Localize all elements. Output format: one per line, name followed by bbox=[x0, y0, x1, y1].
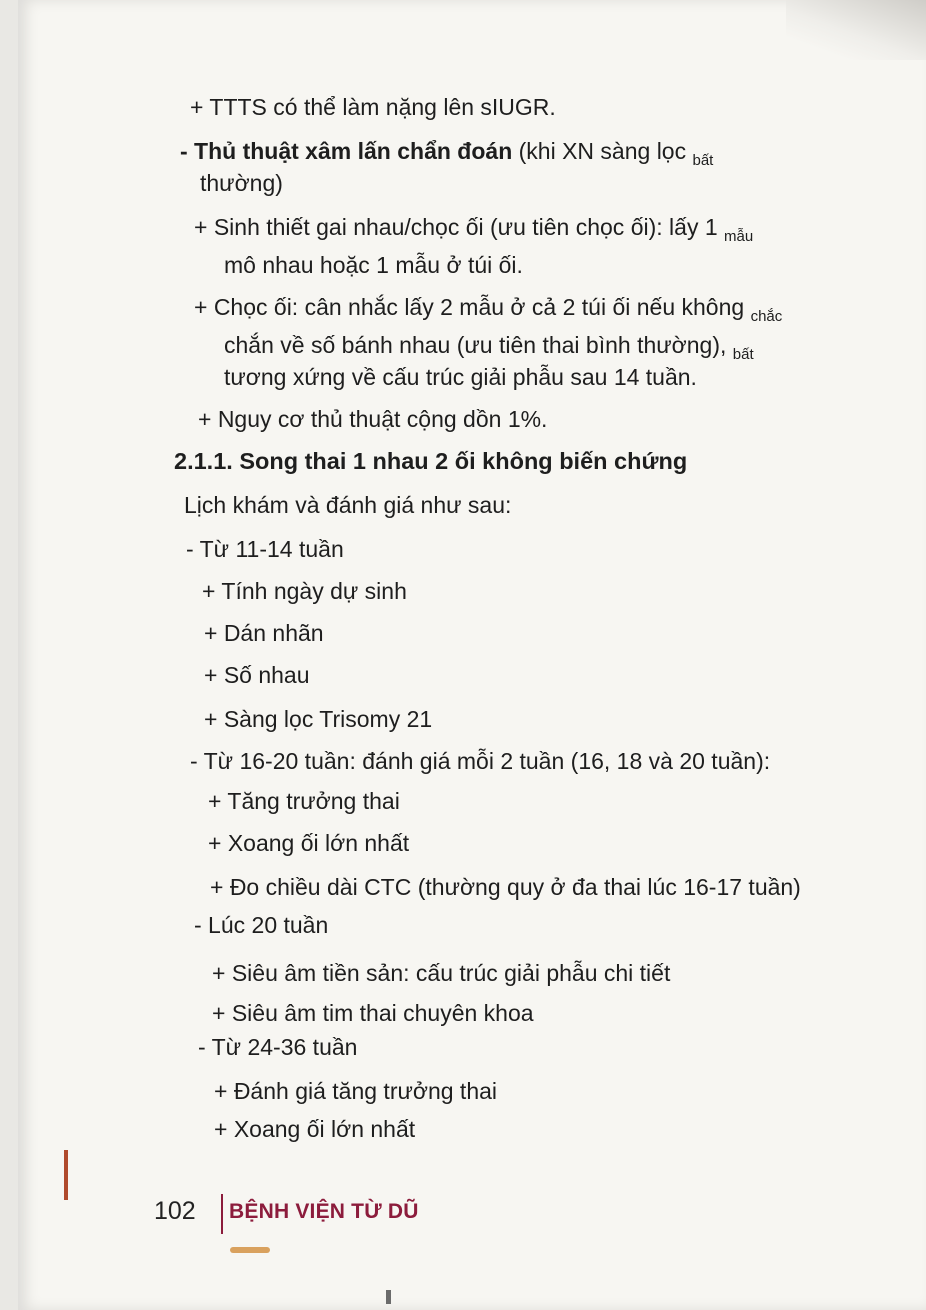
amnio-small-2: bất bbox=[732, 346, 754, 363]
amnio-text-2: chắn về số bánh nhau (ưu tiên thai bình thường), bbox=[224, 332, 733, 358]
line-w24: - Từ 24-36 tuần bbox=[198, 1034, 358, 1060]
footer-title: BỆNH VIỆN TỪ DŨ bbox=[229, 1200, 419, 1223]
footer-divider bbox=[221, 1194, 223, 1234]
line-w20: - Lúc 20 tuần bbox=[194, 912, 329, 938]
line-w24-b: + Xoang ối lớn nhất bbox=[214, 1116, 416, 1142]
page-number: 102 bbox=[154, 1197, 196, 1225]
footer-accent-mark bbox=[230, 1247, 270, 1253]
line-w16-c: + Đo chiều dài CTC (thường quy ở đa thai lúc 16-17 tuần) bbox=[210, 874, 801, 900]
line-w11-d: + Sàng lọc Trisomy 21 bbox=[204, 706, 433, 732]
line-biopsy-2: mô nhau hoặc 1 mẫu ở túi ối. bbox=[224, 252, 523, 278]
line-w16: - Từ 16-20 tuần: đánh giá mỗi 2 tuần (16, 18 và 20 tuần): bbox=[190, 748, 771, 774]
page-curl bbox=[786, 0, 926, 60]
procedure-small: bất bbox=[692, 152, 714, 169]
line-w16-b: + Xoang ối lớn nhất bbox=[208, 830, 410, 856]
biopsy-text: + Sinh thiết gai nhau/chọc ối (ưu tiên chọc ối): lấy 1 bbox=[194, 214, 725, 240]
scan-tick-mark bbox=[386, 1290, 391, 1304]
line-w11: - Từ 11-14 tuần bbox=[186, 536, 344, 562]
line-procedure bbox=[180, 136, 713, 170]
line-w20-b: + Siêu âm tim thai chuyên khoa bbox=[212, 1000, 534, 1026]
amnio-text-1: + Chọc ối: cân nhắc lấy 2 mẫu ở cả 2 túi ối nếu không bbox=[194, 294, 751, 320]
biopsy-small: mẫu bbox=[724, 228, 754, 245]
book-page bbox=[18, 0, 926, 1310]
line-w11-a: + Tính ngày dự sinh bbox=[202, 578, 407, 604]
edge-mark bbox=[64, 1150, 68, 1200]
line-risk: + Nguy cơ thủ thuật cộng dồn 1%. bbox=[198, 406, 548, 432]
procedure-rest: (khi XN sàng lọc bbox=[512, 138, 693, 164]
line-procedure-2: thường) bbox=[200, 170, 283, 196]
procedure-bold: - Thủ thuật xâm lấn chẩn đoán bbox=[180, 138, 513, 164]
line-w16-a: + Tăng trưởng thai bbox=[208, 788, 400, 814]
line-biopsy-1 bbox=[194, 212, 753, 246]
line-amnio-1 bbox=[194, 292, 782, 326]
line-w11-b: + Dán nhãn bbox=[204, 620, 324, 646]
line-ttts: + TTTS có thể làm nặng lên sIUGR. bbox=[190, 94, 556, 120]
section-heading: 2.1.1. Song thai 1 nhau 2 ối không biến chứng bbox=[174, 448, 688, 474]
line-w20-a: + Siêu âm tiền sản: cấu trúc giải phẫu chi tiết bbox=[212, 960, 671, 986]
line-intro: Lịch khám và đánh giá như sau: bbox=[184, 492, 512, 518]
line-amnio-2 bbox=[224, 330, 754, 364]
line-amnio-3: tương xứng về cấu trúc giải phẫu sau 14 tuần. bbox=[224, 364, 697, 390]
amnio-small-1: chắc bbox=[750, 308, 783, 325]
line-w11-c: + Số nhau bbox=[204, 662, 310, 688]
line-w24-a: + Đánh giá tăng trưởng thai bbox=[214, 1078, 498, 1104]
